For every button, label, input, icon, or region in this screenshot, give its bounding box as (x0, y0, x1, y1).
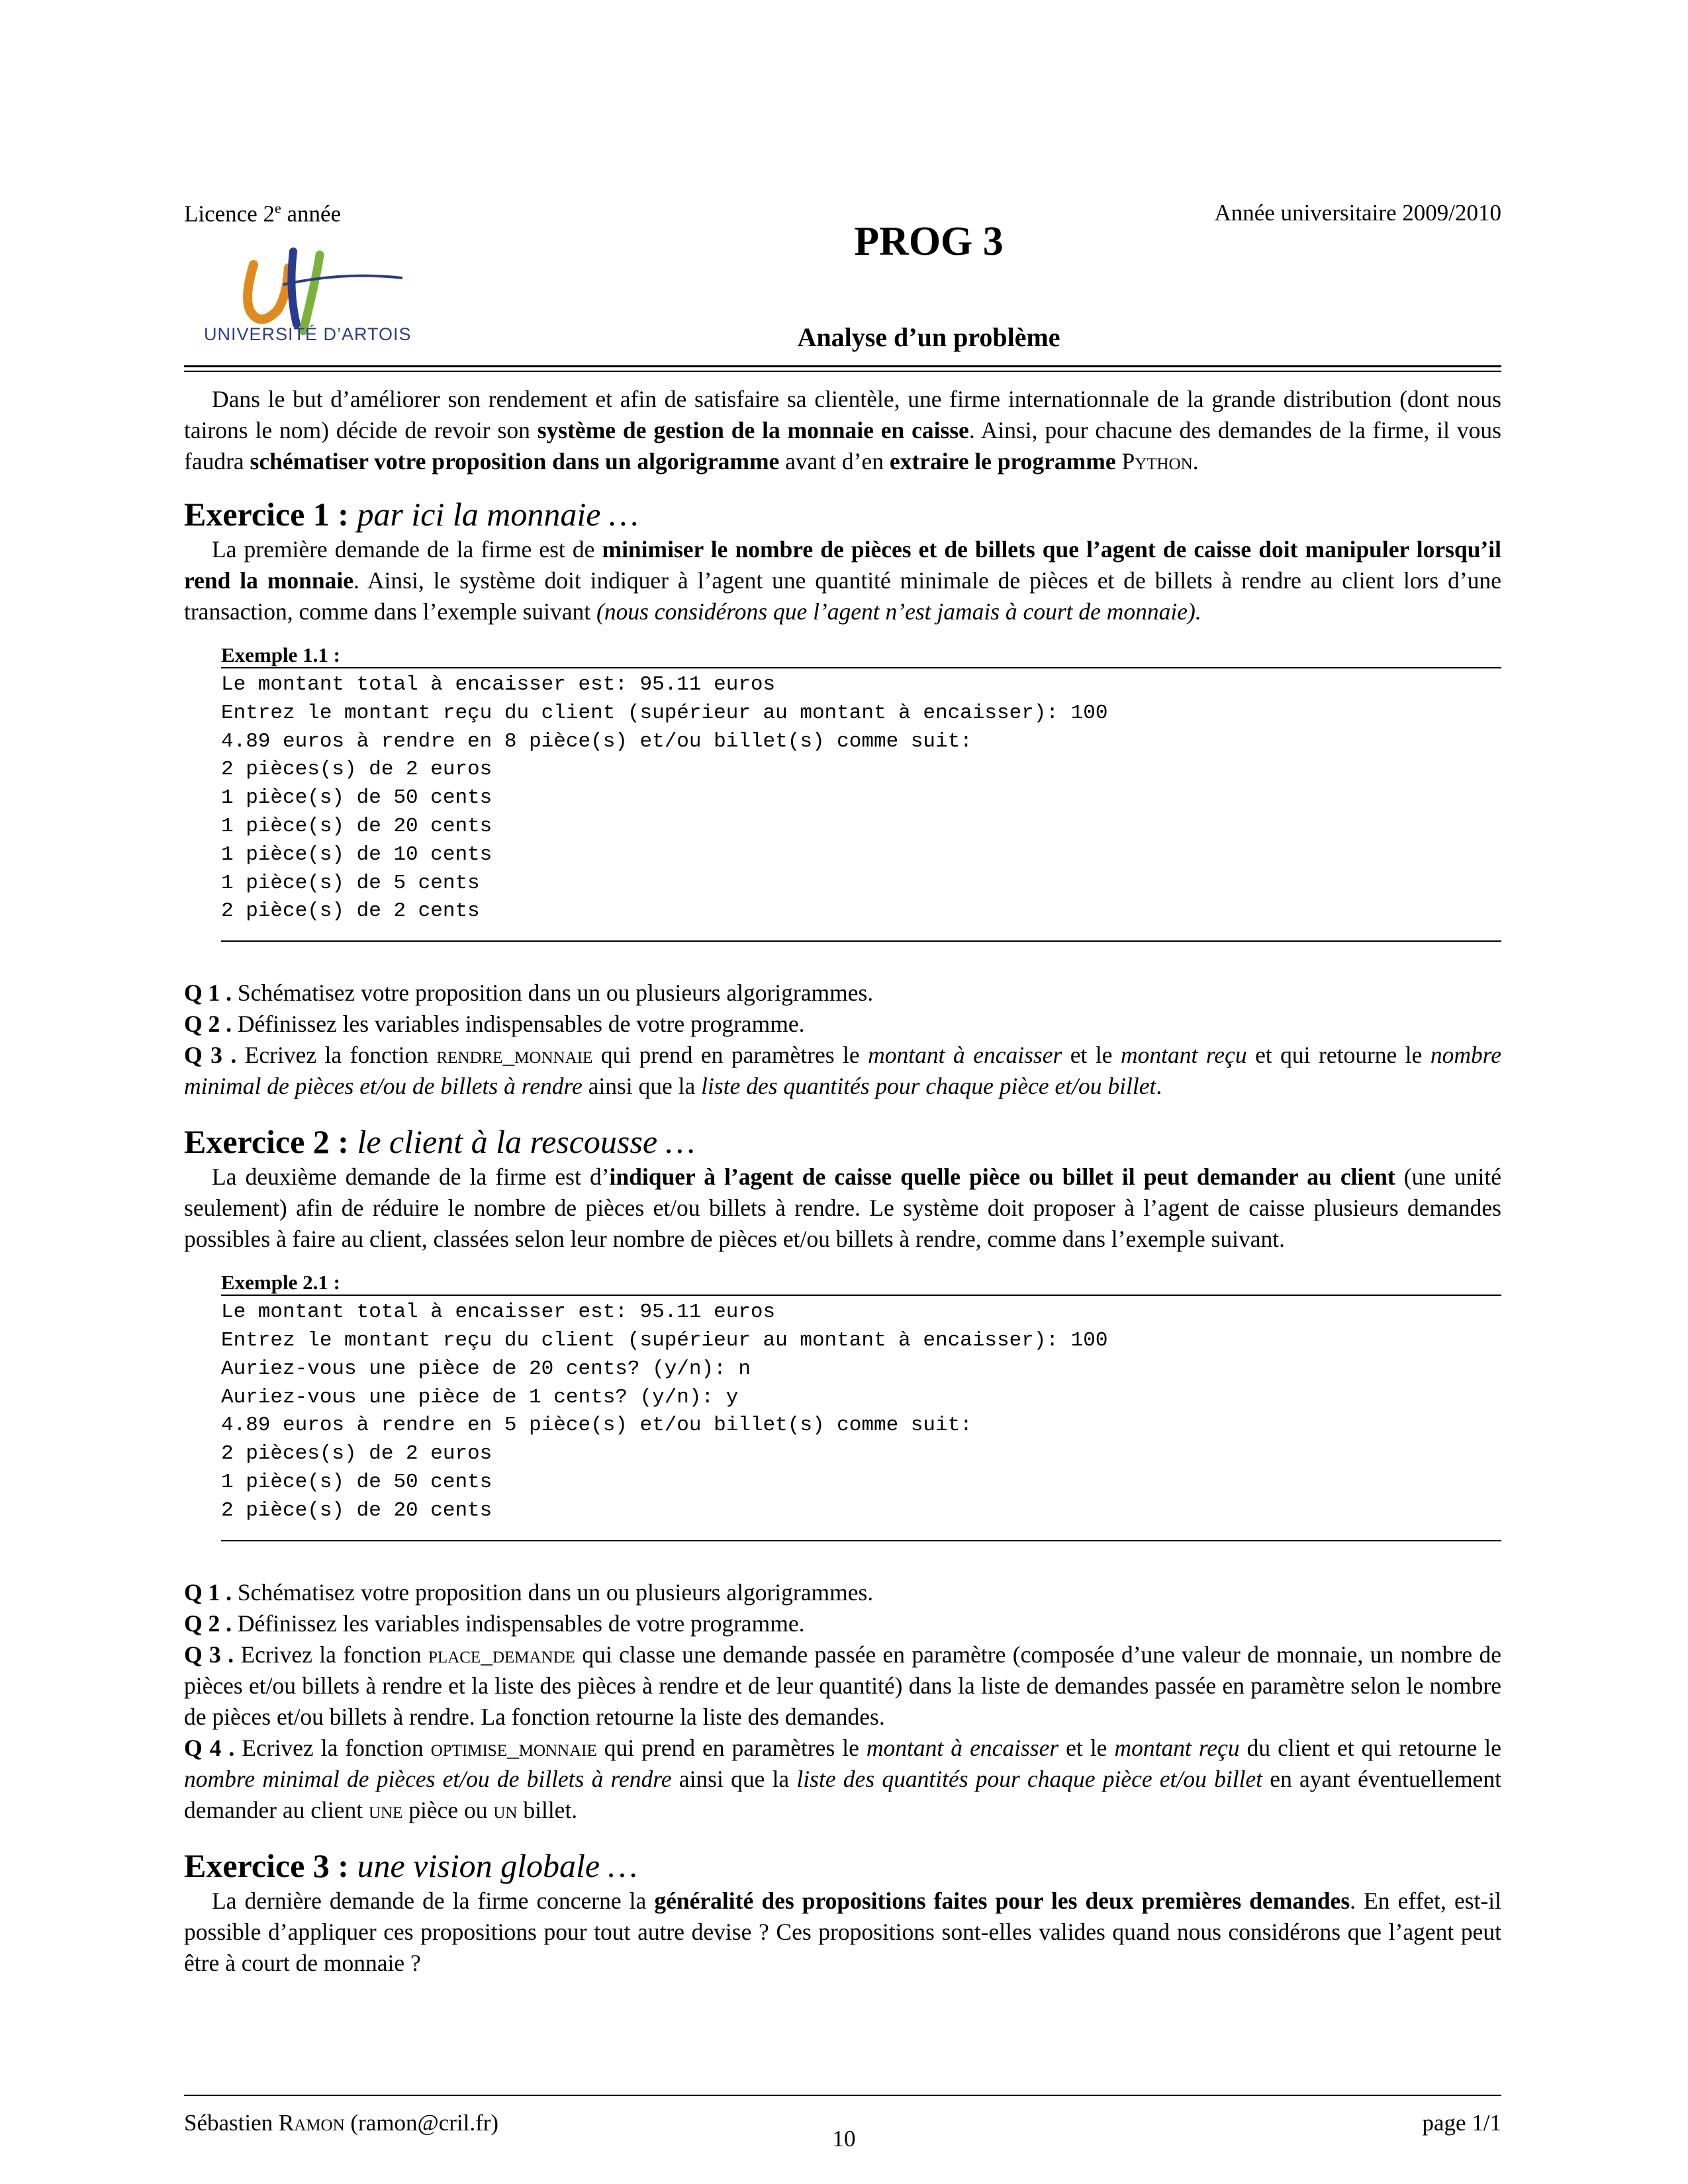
exercise-3-paragraph (184, 1886, 1501, 1979)
intro-text: . (1192, 448, 1199, 475)
ex1-question-3 (184, 1040, 1501, 1102)
exercise-1-heading (184, 494, 1501, 534)
function-name: optimise_monnaie (430, 1734, 597, 1761)
ex3-bold: généralité des propositions faites pour les deux premières demandes (654, 1887, 1350, 1914)
document-title: PROG 3 (854, 219, 1004, 264)
ex2-text: La deuxième demande de la firme est d’ (212, 1163, 610, 1191)
footer-page-count: page 1/1 (1422, 2110, 1501, 2136)
exercise-2-paragraph (184, 1161, 1501, 1255)
exercise-2-subtitle: le client à la rescousse … (357, 1123, 695, 1161)
question-text: ainsi que la (582, 1073, 702, 1100)
question-text: qui prend en paramètres le (596, 1734, 867, 1761)
ex3-text: La dernière demande de la firme concerne la (212, 1887, 655, 1914)
ex1-text: . Ainsi, le système doit indiquer à l’agent une quantité minimale de pièces et de billets à rendre au client lors d’une transaction, comme dans l’exemple suivant (184, 567, 1502, 625)
question-smallcaps: une (368, 1796, 403, 1823)
intro-bold: schématiser votre proposition dans un algorigramme (250, 448, 780, 475)
ex2-question-3 (184, 1639, 1501, 1733)
exercise-1-title: Exercice 1 : (184, 496, 357, 533)
question-text: et qui retourne le (1246, 1042, 1430, 1069)
ex1-question-1 (184, 978, 1501, 1009)
university-name: UNIVERSITÉ D’ARTOIS (204, 324, 412, 344)
intro-text: avant d’en (779, 448, 890, 475)
question-text: du client et qui retourne le (1239, 1734, 1501, 1761)
question-italic: nombre minimal de pièces et/ou de billets à rendre (184, 1042, 1502, 1100)
question-text: Ecrivez la fonction (234, 1734, 431, 1761)
ex2-bold: indiquer à l’agent de caisse quelle pièce ou billet il peut demander au client (609, 1163, 1395, 1191)
intro-smallcaps: Python (1121, 448, 1193, 475)
course-level-sup: e (275, 200, 281, 216)
course-level-end: année (281, 201, 342, 227)
question-label: Q 1 . (184, 979, 232, 1007)
question-label: Q 1 . (184, 1578, 232, 1606)
ex2-question-1 (184, 1577, 1501, 1608)
question-label: Q 4 . (184, 1734, 235, 1761)
question-text: billet. (517, 1796, 578, 1823)
author-text: Sébastien (184, 2110, 279, 2136)
question-italic: nombre minimal de pièces et/ou de billets à rendre (184, 1765, 672, 1792)
question-italic: liste des quantités pour chaque pièce et/ou billet (796, 1765, 1263, 1792)
example-2-1-code: Le montant total à encaisser est: 95.11 euros Entrez le montant reçu du client (supérieur au montant à encaisser): 100 Auriez-vous une pièce de 20 cents? (y/n): n Auriez-vous une pièce de 1 cents? (y/n): y 4.89 euros à rendre en 5 pièce(s) et/ou billet(s) comme suit: 2 pièces(s) de 2 euros 1 pièce(s) de 50 cents 2 pièce(s) de 20 cents (221, 1300, 1108, 1522)
intro-bold: système de gestion de la monnaie en caisse (537, 417, 969, 443)
question-text: Ecrivez la fonction (236, 1042, 437, 1069)
document-subtitle: Analyse d’un problème (797, 322, 1060, 352)
question-label: Q 3 . (184, 1641, 234, 1668)
exercise-3-heading (184, 1846, 1501, 1886)
ex2-text: (une unité seulement) afin de réduire le nombre de pièces et/ou billets à rendre. Le système doit proposer à l’agent de caisse plusieurs demandes possibles à faire au client, classées selon leur nombre de pièces et/ou billets à rendre, comme dans l’exemple suivant. (184, 1163, 1501, 1253)
header-rule (184, 365, 1501, 367)
question-text: pièce ou (402, 1796, 494, 1823)
question-text: et le (1062, 1042, 1121, 1069)
exercise-3-title: Exercice 3 : (184, 1846, 357, 1884)
function-name: place_demande (428, 1641, 575, 1668)
academic-year: Année universitaire 2009/2010 (1214, 200, 1501, 226)
question-label: Q 2 . (184, 1610, 232, 1637)
exercise-2-title: Exercice 2 : (184, 1123, 357, 1161)
question-text: Schématisez votre proposition dans un ou plusieurs algorigrammes. (232, 979, 874, 1007)
ex3-text: . En effet, est-il possible d’appliquer ces propositions pour tout autre devise ? Ces propositions sont-elles valides quand nous considérons que l’agent peut être à court de monnaie ? (184, 1887, 1501, 1976)
example-1-1-code: Le montant total à encaisser est: 95.11 euros Entrez le montant reçu du client (supérieur au montant à encaisser): 100 4.89 euros à rendre en 8 pièce(s) et/ou billet(s) comme suit: 2 pièces(s) de 2 euros 1 pièce(s) de 50 cents 1 pièce(s) de 20 cents 1 pièce(s) de 10 cents 1 pièce(s) de 5 cents 2 pièce(s) de 2 cents (221, 673, 1108, 923)
exercise-1-subtitle: par ici la monnaie … (357, 496, 639, 533)
question-text: en ayant éventuellement demander au client (184, 1765, 1501, 1823)
footer-rule (184, 2095, 1501, 2096)
ex1-text: La première demande de la firme est de (212, 536, 602, 563)
function-name: rendre_monnaie (436, 1042, 593, 1069)
intro-paragraph (184, 384, 1501, 477)
ex2-question-4 (184, 1733, 1501, 1826)
ex1-question-2 (184, 1009, 1501, 1040)
ex1-bold: minimiser le nombre de pièces et de billets que l’agent de caisse doit manipuler lorsqu’il rend la monnaie (184, 536, 1501, 594)
question-label: Q 3 . (184, 1042, 237, 1069)
example-2-1-label: Exemple 2.1 : (221, 1271, 1501, 1296)
intro-bold: extraire le programme (889, 448, 1116, 475)
exercise-2-heading (184, 1122, 1501, 1161)
question-text: ainsi que la (671, 1765, 797, 1792)
ex2-question-2 (184, 1608, 1501, 1639)
example-1-1-label: Exemple 1.1 : (221, 643, 1501, 668)
question-text: Définissez les variables indispensables de votre programme. (232, 1610, 805, 1637)
question-label: Q 2 . (184, 1011, 232, 1038)
header-rule-thin (184, 371, 1501, 372)
example-1-1 (221, 643, 1501, 942)
question-italic: montant à encaisser (868, 1042, 1062, 1069)
question-smallcaps: un (493, 1796, 518, 1823)
question-text: qui prend en paramètres le (592, 1042, 868, 1069)
author-surname: Ramon (278, 2110, 345, 2136)
question-text: qui classe une demande passée en paramètre (composée d’une valeur de monnaie, un nombre de pièces et/ou billets à rendre et la liste des pièces à rendre et de leur quantité) dans la liste de demandes passée en paramètre selon le nombre de pièces et/ou billets à rendre. La fonction retourne la liste des demandes. (184, 1641, 1501, 1730)
example-2-1 (221, 1271, 1501, 1541)
ex1-italic: (nous considérons que l’agent n’est jamais à court de monnaie). (596, 598, 1201, 625)
question-italic: montant à encaisser (866, 1734, 1059, 1761)
question-italic: montant reçu (1114, 1734, 1240, 1761)
question-italic: montant reçu (1120, 1042, 1247, 1069)
intro-text: . Ainsi, pour chacune des demandes de la firme, il vous faudra (184, 417, 1501, 475)
intro-text: Dans le but d’améliorer son rendement et afin de satisfaire sa clientèle, une firme internationnale de la grande distribution (dont nous tairons le nom) décide de revoir son (184, 386, 1501, 443)
question-text: Schématisez votre proposition dans un ou plusieurs algorigrammes. (232, 1578, 874, 1606)
question-text: Définissez les variables indispensables de votre programme. (232, 1011, 805, 1038)
course-level-text: Licence 2 (184, 201, 275, 227)
page-number: 10 (832, 2126, 856, 2152)
main-content (184, 384, 1501, 1979)
question-text: Ecrivez la fonction (234, 1641, 429, 1668)
question-text: et le (1058, 1734, 1115, 1761)
exercise-1-paragraph (184, 534, 1501, 627)
question-italic: liste des quantités pour chaque pièce et/ou billet (701, 1073, 1156, 1100)
exercise-3-subtitle: une vision globale … (357, 1846, 638, 1884)
question-text: . (1156, 1073, 1162, 1100)
author-email: (ramon@cril.fr) (344, 2110, 499, 2136)
